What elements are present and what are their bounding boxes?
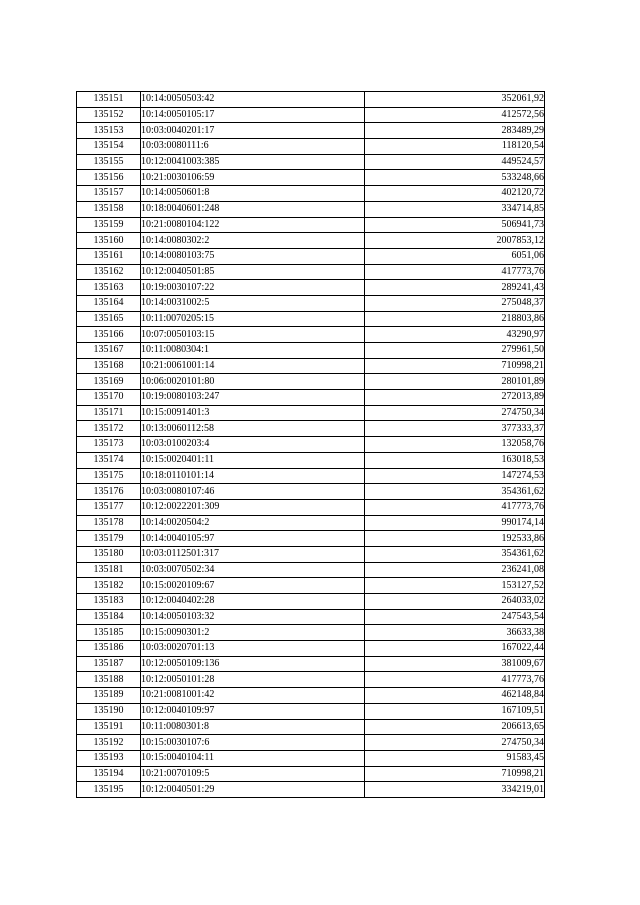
cadastral-number-cell: 10:15:0020401:11 bbox=[141, 452, 365, 468]
table-row bbox=[77, 625, 545, 641]
row-id-cell: 135167 bbox=[77, 343, 141, 359]
table-row bbox=[77, 248, 545, 264]
row-id-cell: 135194 bbox=[77, 766, 141, 782]
value-cell: 218803,86 bbox=[365, 311, 545, 327]
table-row bbox=[77, 139, 545, 155]
value-cell: 506941,73 bbox=[365, 217, 545, 233]
value-cell: 2007853,12 bbox=[365, 233, 545, 249]
row-id-cell: 135161 bbox=[77, 248, 141, 264]
table-row bbox=[77, 719, 545, 735]
value-cell: 381009,67 bbox=[365, 656, 545, 672]
value-cell: 167109,51 bbox=[365, 703, 545, 719]
cadastral-number-cell: 10:14:0080103:75 bbox=[141, 248, 365, 264]
row-id-cell: 135189 bbox=[77, 688, 141, 704]
table-row bbox=[77, 562, 545, 578]
row-id-cell: 135162 bbox=[77, 264, 141, 280]
row-id-cell: 135180 bbox=[77, 546, 141, 562]
value-cell: 274750,34 bbox=[365, 405, 545, 421]
value-cell: 36633,38 bbox=[365, 625, 545, 641]
cadastral-number-cell: 10:15:0091401:3 bbox=[141, 405, 365, 421]
value-cell: 264033,02 bbox=[365, 594, 545, 610]
value-cell: 192533,86 bbox=[365, 531, 545, 547]
table-row bbox=[77, 358, 545, 374]
row-id-cell: 135157 bbox=[77, 186, 141, 202]
table-row bbox=[77, 107, 545, 123]
value-cell: 272013,89 bbox=[365, 390, 545, 406]
table-row bbox=[77, 766, 545, 782]
row-id-cell: 135163 bbox=[77, 280, 141, 296]
table-row bbox=[77, 390, 545, 406]
row-id-cell: 135164 bbox=[77, 295, 141, 311]
value-cell: 283489,29 bbox=[365, 123, 545, 139]
row-id-cell: 135176 bbox=[77, 484, 141, 500]
row-id-cell: 135190 bbox=[77, 703, 141, 719]
cadastral-number-cell: 10:03:0080111:6 bbox=[141, 139, 365, 155]
cadastral-number-cell: 10:03:0020701:13 bbox=[141, 641, 365, 657]
value-cell: 247543,54 bbox=[365, 609, 545, 625]
value-cell: 118120,54 bbox=[365, 139, 545, 155]
cadastral-number-cell: 10:13:0060112:58 bbox=[141, 421, 365, 437]
table-row bbox=[77, 217, 545, 233]
value-cell: 412572,56 bbox=[365, 107, 545, 123]
value-cell: 289241,43 bbox=[365, 280, 545, 296]
cadastral-number-cell: 10:21:0030106:59 bbox=[141, 170, 365, 186]
cadastral-number-cell: 10:11:0070205:15 bbox=[141, 311, 365, 327]
value-cell: 354361,62 bbox=[365, 484, 545, 500]
table-row bbox=[77, 311, 545, 327]
table-row bbox=[77, 546, 545, 562]
table-row bbox=[77, 201, 545, 217]
row-id-cell: 135191 bbox=[77, 719, 141, 735]
row-id-cell: 135155 bbox=[77, 154, 141, 170]
table-row bbox=[77, 170, 545, 186]
value-cell: 417773,76 bbox=[365, 499, 545, 515]
value-cell: 206613,65 bbox=[365, 719, 545, 735]
row-id-cell: 135193 bbox=[77, 750, 141, 766]
cadastral-number-cell: 10:14:0020504:2 bbox=[141, 515, 365, 531]
row-id-cell: 135173 bbox=[77, 437, 141, 453]
value-cell: 236241,08 bbox=[365, 562, 545, 578]
value-cell: 274750,34 bbox=[365, 735, 545, 751]
value-cell: 153127,52 bbox=[365, 578, 545, 594]
cadastral-number-cell: 10:15:0030107:6 bbox=[141, 735, 365, 751]
row-id-cell: 135165 bbox=[77, 311, 141, 327]
value-cell: 6051,06 bbox=[365, 248, 545, 264]
cadastral-number-cell: 10:21:0080104:122 bbox=[141, 217, 365, 233]
cadastral-number-cell: 10:12:0050109:136 bbox=[141, 656, 365, 672]
table-row bbox=[77, 233, 545, 249]
value-cell: 462148,84 bbox=[365, 688, 545, 704]
table-row bbox=[77, 484, 545, 500]
value-cell: 990174,14 bbox=[365, 515, 545, 531]
value-cell: 132058,76 bbox=[365, 437, 545, 453]
row-id-cell: 135171 bbox=[77, 405, 141, 421]
row-id-cell: 135154 bbox=[77, 139, 141, 155]
cadastral-number-cell: 10:18:0040601:248 bbox=[141, 201, 365, 217]
cadastral-number-cell: 10:15:0090301:2 bbox=[141, 625, 365, 641]
row-id-cell: 135152 bbox=[77, 107, 141, 123]
table-row bbox=[77, 437, 545, 453]
row-id-cell: 135159 bbox=[77, 217, 141, 233]
row-id-cell: 135168 bbox=[77, 358, 141, 374]
table-row bbox=[77, 92, 545, 108]
row-id-cell: 135187 bbox=[77, 656, 141, 672]
cadastral-number-cell: 10:15:0020109:67 bbox=[141, 578, 365, 594]
cadastral-number-cell: 10:03:0040201:17 bbox=[141, 123, 365, 139]
row-id-cell: 135185 bbox=[77, 625, 141, 641]
row-id-cell: 135195 bbox=[77, 782, 141, 798]
table-row bbox=[77, 154, 545, 170]
table-row bbox=[77, 452, 545, 468]
row-id-cell: 135181 bbox=[77, 562, 141, 578]
value-cell: 167022,44 bbox=[365, 641, 545, 657]
table-row bbox=[77, 531, 545, 547]
cadastral-number-cell: 10:12:0041003:385 bbox=[141, 154, 365, 170]
table-row bbox=[77, 641, 545, 657]
row-id-cell: 135177 bbox=[77, 499, 141, 515]
table-row bbox=[77, 374, 545, 390]
row-id-cell: 135184 bbox=[77, 609, 141, 625]
value-cell: 533248,66 bbox=[365, 170, 545, 186]
row-id-cell: 135172 bbox=[77, 421, 141, 437]
value-cell: 710998,21 bbox=[365, 358, 545, 374]
table-row bbox=[77, 656, 545, 672]
value-cell: 279961,50 bbox=[365, 343, 545, 359]
table-row bbox=[77, 688, 545, 704]
table-row bbox=[77, 186, 545, 202]
value-cell: 147274,53 bbox=[365, 468, 545, 484]
cadastral-number-cell: 10:07:0050103:15 bbox=[141, 327, 365, 343]
cadastral-number-cell: 10:14:0080302:2 bbox=[141, 233, 365, 249]
table-row bbox=[77, 672, 545, 688]
cadastral-number-cell: 10:03:0112501:317 bbox=[141, 546, 365, 562]
cadastral-number-cell: 10:12:0022201:309 bbox=[141, 499, 365, 515]
table-row bbox=[77, 421, 545, 437]
table-row bbox=[77, 123, 545, 139]
row-id-cell: 135174 bbox=[77, 452, 141, 468]
row-id-cell: 135188 bbox=[77, 672, 141, 688]
cadastral-number-cell: 10:03:0070502:34 bbox=[141, 562, 365, 578]
cadastral-number-cell: 10:14:0050103:32 bbox=[141, 609, 365, 625]
table-row bbox=[77, 343, 545, 359]
cadastral-number-cell: 10:19:0030107:22 bbox=[141, 280, 365, 296]
row-id-cell: 135153 bbox=[77, 123, 141, 139]
cadastral-number-cell: 10:14:0050503:42 bbox=[141, 92, 365, 108]
value-cell: 334714,85 bbox=[365, 201, 545, 217]
table-row bbox=[77, 264, 545, 280]
data-table bbox=[76, 91, 545, 798]
table-row bbox=[77, 499, 545, 515]
value-cell: 334219,01 bbox=[365, 782, 545, 798]
cadastral-number-cell: 10:03:0080107:46 bbox=[141, 484, 365, 500]
row-id-cell: 135183 bbox=[77, 594, 141, 610]
value-cell: 377333,37 bbox=[365, 421, 545, 437]
value-cell: 417773,76 bbox=[365, 264, 545, 280]
cadastral-number-cell: 10:21:0061001:14 bbox=[141, 358, 365, 374]
table-row bbox=[77, 735, 545, 751]
table-row bbox=[77, 782, 545, 798]
row-id-cell: 135175 bbox=[77, 468, 141, 484]
table-row bbox=[77, 405, 545, 421]
cadastral-number-cell: 10:14:0031002:5 bbox=[141, 295, 365, 311]
value-cell: 163018,53 bbox=[365, 452, 545, 468]
row-id-cell: 135169 bbox=[77, 374, 141, 390]
value-cell: 352061,92 bbox=[365, 92, 545, 108]
value-cell: 417773,76 bbox=[365, 672, 545, 688]
value-cell: 710998,21 bbox=[365, 766, 545, 782]
table-row bbox=[77, 515, 545, 531]
value-cell: 354361,62 bbox=[365, 546, 545, 562]
cadastral-number-cell: 10:14:0040105:97 bbox=[141, 531, 365, 547]
cadastral-number-cell: 10:14:0050105:17 bbox=[141, 107, 365, 123]
cadastral-number-cell: 10:06:0020101:80 bbox=[141, 374, 365, 390]
cadastral-number-cell: 10:18:0110101:14 bbox=[141, 468, 365, 484]
row-id-cell: 135158 bbox=[77, 201, 141, 217]
table-row bbox=[77, 280, 545, 296]
row-id-cell: 135166 bbox=[77, 327, 141, 343]
cadastral-number-cell: 10:12:0040501:85 bbox=[141, 264, 365, 280]
cadastral-number-cell: 10:11:0080301:8 bbox=[141, 719, 365, 735]
cadastral-number-cell: 10:12:0040109:97 bbox=[141, 703, 365, 719]
table-row bbox=[77, 609, 545, 625]
table-row bbox=[77, 578, 545, 594]
table-row bbox=[77, 750, 545, 766]
row-id-cell: 135186 bbox=[77, 641, 141, 657]
table-row bbox=[77, 327, 545, 343]
row-id-cell: 135192 bbox=[77, 735, 141, 751]
table-row bbox=[77, 295, 545, 311]
table-row bbox=[77, 703, 545, 719]
value-cell: 275048,37 bbox=[365, 295, 545, 311]
row-id-cell: 135151 bbox=[77, 92, 141, 108]
row-id-cell: 135156 bbox=[77, 170, 141, 186]
cadastral-number-cell: 10:21:0081001:42 bbox=[141, 688, 365, 704]
value-cell: 280101,89 bbox=[365, 374, 545, 390]
row-id-cell: 135178 bbox=[77, 515, 141, 531]
value-cell: 449524,57 bbox=[365, 154, 545, 170]
row-id-cell: 135179 bbox=[77, 531, 141, 547]
cadastral-number-cell: 10:15:0040104:11 bbox=[141, 750, 365, 766]
cadastral-number-cell: 10:21:0070109:5 bbox=[141, 766, 365, 782]
cadastral-number-cell: 10:19:0080103:247 bbox=[141, 390, 365, 406]
cadastral-number-cell: 10:03:0100203:4 bbox=[141, 437, 365, 453]
row-id-cell: 135170 bbox=[77, 390, 141, 406]
table-row bbox=[77, 468, 545, 484]
value-cell: 91583,45 bbox=[365, 750, 545, 766]
cadastral-number-cell: 10:11:0080304:1 bbox=[141, 343, 365, 359]
row-id-cell: 135182 bbox=[77, 578, 141, 594]
cadastral-number-cell: 10:12:0050101:28 bbox=[141, 672, 365, 688]
table-body bbox=[77, 92, 545, 798]
cadastral-number-cell: 10:14:0050601:8 bbox=[141, 186, 365, 202]
cadastral-number-cell: 10:12:0040402:28 bbox=[141, 594, 365, 610]
value-cell: 402120,72 bbox=[365, 186, 545, 202]
row-id-cell: 135160 bbox=[77, 233, 141, 249]
cadastral-number-cell: 10:12:0040501:29 bbox=[141, 782, 365, 798]
table-row bbox=[77, 594, 545, 610]
value-cell: 43290,97 bbox=[365, 327, 545, 343]
